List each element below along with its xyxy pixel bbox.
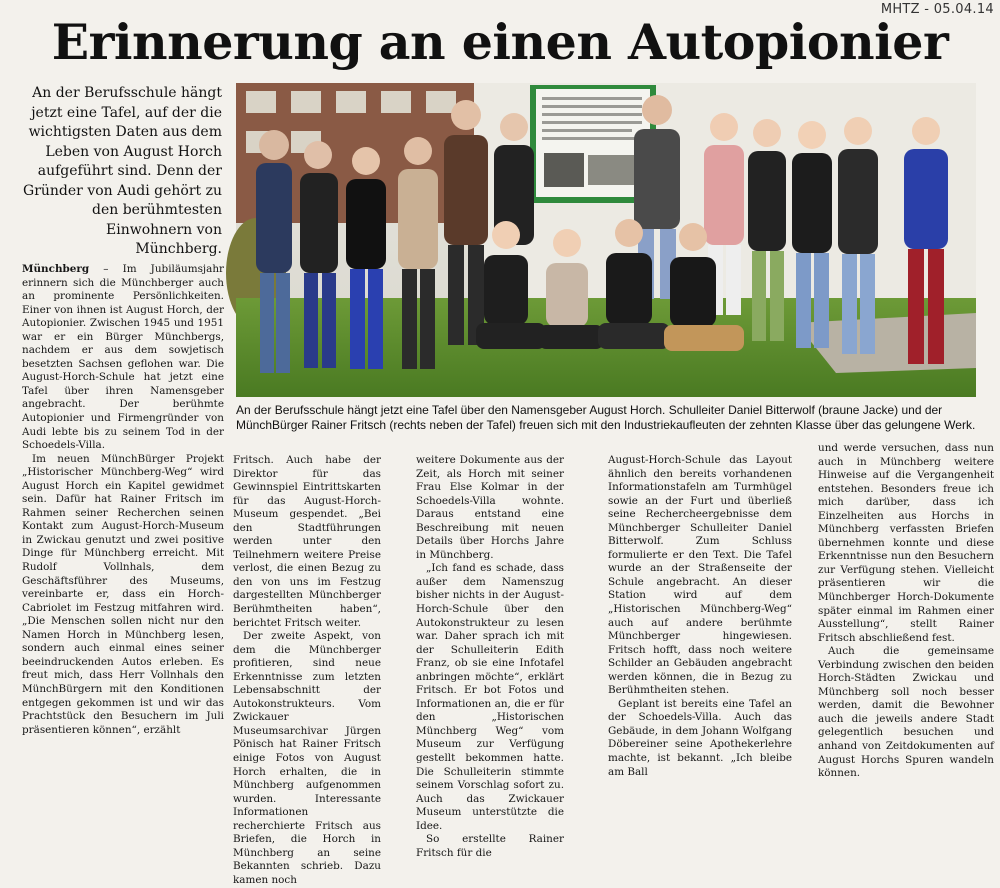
article-column-4 bbox=[608, 454, 792, 778]
article-photo bbox=[236, 83, 976, 397]
paragraph: Der zweite Aspekt, von dem die Münchberger profitieren, sind neue Erkenntnisse zum letzten Lebensabschnitt der Autokonstrukteurs. Vom Zwickauer Museumsarchivar Jürgen Pönisch hat Rainer Fritsch einige Fotos von August Horch erhalten, die in Münchberg aufgenommen wurden. Interessante Informationen recherchierte Fritsch aus Briefen, die Horch in Münchberg an seine Bekannten schrieb. Dazu kamen noch bbox=[233, 630, 381, 886]
paragraph: Auch die gemeinsame Verbindung zwischen den beiden Horch-Städten Zwickau und Münchberg soll noch besser werden, damit die Bewohner auch die jeweils andere Stadt gelegentlich besuchen und anhand von Zeitdokumenten auf August Horchs Spuren wandeln können. bbox=[818, 645, 994, 780]
paragraph: und werde versuchen, dass nun auch in Münchberg weitere Hinweise auf die Vergangenheit entstehen. Besonders freue ich mich darüber, dass ich Einzelheiten aus Horchs in Münchberg verfassten Briefen übernehmen konnte und diese Erkenntnisse nun den Besuchern zur Verfügung stehen. Vielleicht präsentieren wir die Münchberger Horch-Dokumente später einmal im Rahmen einer Ausstellung“, stellt Rainer Fritsch abschließend fest. bbox=[818, 442, 994, 644]
paragraph: „Ich fand es schade, dass außer dem Namenszug bisher nichts in der August-Horch-Schule über den Autokonstrukteur zu lesen war. Daher sprach ich mit der Schulleiterin Edith Franz, ob sie eine Infotafel anbringen möchte“, erklärt Fritsch. Er bot Fotos und Informationen an, die er für den „Historischen Münchberg Weg“ vom Museum zur Verfügung gestellt bekommen hatte. Die Schulleiterin stimmte seinem Vorschlag sofort zu. Auch das Zwickauer Museum unterstützte die Idee. bbox=[416, 562, 564, 832]
article-lead: An der Berufsschule hängt jetzt eine Tafel, auf der die wichtigsten Daten aus dem Leben von August Horch aufgeführt sind. Denn der Gründer von Audi gehört zu den berühmtesten Einwohnern von Münchberg. bbox=[23, 85, 222, 257]
paragraph: Im neuen MünchBürger Projekt „Historischer Münchberg-Weg“ wird August Horch ein Kapitel gewidmet sein. Dafür hat Rainer Fritsch im Rahmen seiner Recherchen seinen Kontakt zum August-Horch-Museum in Zwickau genutzt und zwei positive Dinge für Münchberg erreicht. Mit Rudolf Vollnhals, dem Geschäftsführer des Museums, vereinbarte er, dass ein Horch-Cabriolet im Festzug mitfahren wird. „Die Menschen sollen nicht nur den Namen Horch in Münchberg lesen, sondern auch einmal eines seiner beeindruckenden Autos erleben. Es freut mich, dass Herr Vollnhals den MünchBürgern mit den Konditionen entgegen gekommen ist und wir das Prachtstück den Besuchern im Juli präsentieren können“, erzählt bbox=[22, 452, 224, 736]
paragraph: So erstellte Rainer Fritsch für die bbox=[416, 833, 564, 859]
source-date-tag: MHTZ - 05.04.14 bbox=[880, 2, 994, 17]
paragraph: Geplant ist bereits eine Tafel an der Schoedels-Villa. Auch das Gebäude, in dem Johann Wolfgang Döbereiner seine Apothekerlehre machte, ist bekannt. „Ich bleibe am Ball bbox=[608, 697, 792, 778]
group-photo-illustration bbox=[236, 83, 976, 397]
paragraph: August-Horch-Schule das Layout ähnlich den bereits vorhandenen Informationstafeln am Turmhügel sowie an der Furt und überließ seine Rechercheergebnisse dem Münchberger Schulleiter Daniel Bitterwolf. Zum Schluss formulierte er den Text. Die Tafel wurde an der Straßenseite der Schule angebracht. An dieser Station wird auf dem „Historischen Münchberg-Weg“ auch auf andere berühmte Münchberger hingewiesen. Fritsch hofft, dass noch weitere Schilder an Gebäuden angebracht werden können, die in Bezug zu Berühmtheiten stehen. bbox=[608, 454, 792, 697]
paragraph: Fritsch. Auch habe der Direktor für das Gewinnspiel Eintrittskarten für das August-Horch-Museum gespendet. „Bei den Stadtführungen werden unter den Teilnehmern weitere Preise verlost, die einen Bezug zu den von uns im Festzug dargestellten Münchberger Berühmtheiten haben“, berichtet Fritsch weiter. bbox=[233, 454, 381, 629]
article-column-5 bbox=[818, 442, 994, 780]
paragraph-text: – Im Jubiläumsjahr erinnern sich die Münchberger auch an prominente Persönlichkeiten. Einer von ihnen ist August Horch, der Autopionier. Zwischen 1945 und 1951 war er ein Bürger Münchbergs, nachdem er aus dem sowjetisch besetzten Sachsen geflohen war. Die August-Horch-Schule hat jetzt eine Tafel über ihren Namensgeber angebracht. Der berühmte Autopionier und Firmengründer von Audi lebte bis zu seinem Tod in der Schoedels-Villa. bbox=[22, 263, 224, 452]
article-headline: Erinnerung an einen Autopionier bbox=[51, 13, 949, 71]
article-column-1 bbox=[22, 263, 224, 743]
dateline: Münchberg bbox=[22, 263, 90, 275]
paragraph: weitere Dokumente aus der Zeit, als Horch mit seiner Frau Else Kolmar in der Schoedels-Villa wohnte. Daraus entstand eine Beschreibung mit neuen Details über Horchs Jahre in Münchberg. bbox=[416, 454, 564, 561]
photo-caption: An der Berufsschule hängt jetzt eine Tafel über den Namensgeber August Horch. Schulleiter Daniel Bitterwolf (braune Jacke) und der MünchBürger Rainer Fritsch (rechts neben der Tafel) freuen sich mit den Industriekaufleuten der zehnten Klasse über das gelungene Werk. bbox=[236, 403, 976, 432]
article-column-2 bbox=[233, 454, 381, 886]
article-column-3 bbox=[416, 454, 564, 859]
dateline-paragraph bbox=[22, 263, 224, 453]
